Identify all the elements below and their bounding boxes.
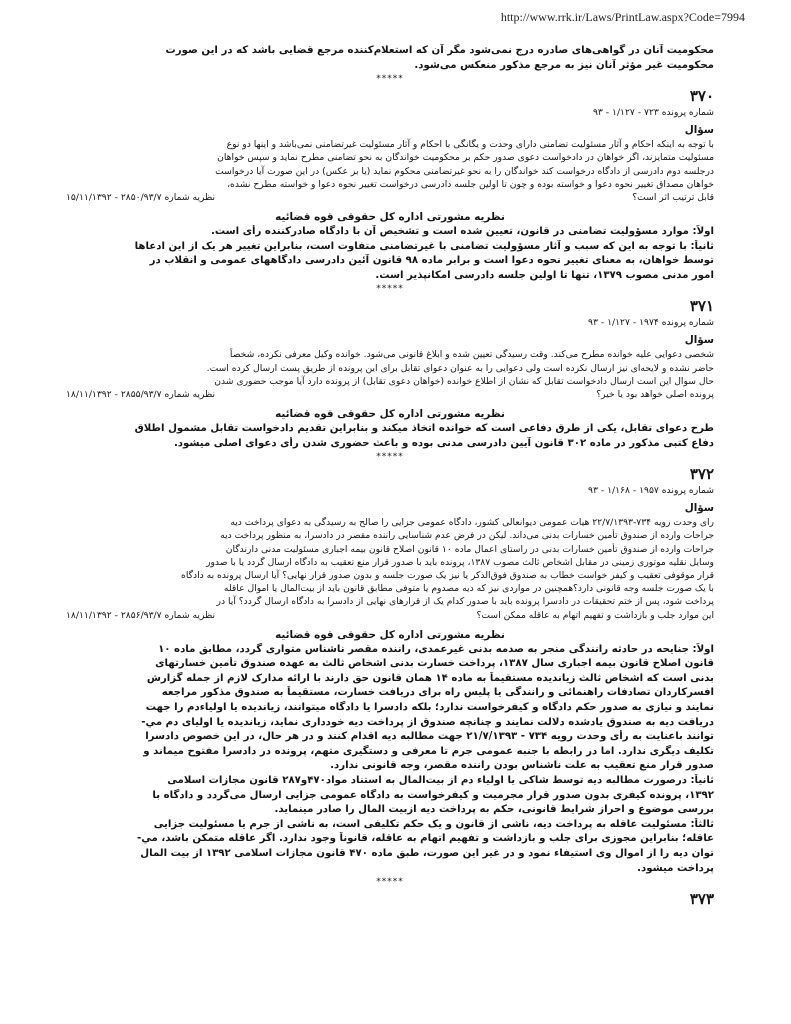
question-line: جراحات وارده از صندوق تأمین خسارات بدنی در راستای اعمال ماده ۱۰ قانون اصلاح قانون بیمه اجباری مسئولیت مدنی دارندگان — [225, 543, 714, 555]
question-line: با یک صورت جلسه وجه قانونی دارد؟همچنین در مواردی نیز که دیه مصدوم یا متوفی مطابق قانون باید از بیت‌المال یا اموال عاقله — [223, 583, 714, 595]
question-heading: سؤال — [684, 124, 714, 137]
answer-line: اولاً: جنایحه در حادثه رانندگی منجر به صدمه بدنی غیرعمدی، راننده مقصر ناشناس متواری گردد، مطابق ماده ۱۰ — [158, 643, 714, 655]
question-heading: سؤال — [684, 502, 714, 515]
file-row — [66, 106, 714, 119]
question-line: جراحات وارده از صندوق تأمین خسارات بدنی می‌داند. لیکن در فرض عدم شناسایی راننده مقصر در دادسرا، به منظور پرداخت دیه — [220, 530, 714, 542]
question-line: حاضر نشده و لایحه‌ای نیز ارسال نکرده است ولی دعوایی را به عنوان دعوای تقابل برای این پرونده از طریق پست ارسال کرده است. — [206, 362, 714, 374]
opinion-ref: نظریه شماره ۲۸۵۶/۹۳/۷ - ۱۸/۱۱/۱۳۹۲ — [66, 609, 216, 621]
question-last-row — [66, 191, 714, 204]
answer-line: پرداخت میشود. — [637, 862, 714, 874]
opinion-number: ۳۷۰ — [689, 89, 714, 106]
opinion-370 — [66, 88, 714, 294]
answer-line: توسط خواهان، به معنای تغییر نحوه دعوا است و برابر ماده ۹۸ قانون آئین دادرسی دادگاههای عمومی و انقلاب در — [149, 255, 714, 267]
next-opinion-number: ۳۷۳ — [689, 892, 714, 909]
question-heading: سؤال — [684, 334, 714, 347]
answer-line: ثالثاً: مسئولیت عاقله به پرداخت دیه، ناشی از قانون و یک حکم تکلیفی است، به ناشی از جرم یا مسئولیت جزایی — [153, 818, 714, 830]
question-line: مسئولیت متمایزند، اگر خواهان در دادخواست دعوی صدور حکم بر محکومیت خواندگان به نحو تضامنی مطرح نماید و سپس خواهان — [217, 152, 714, 164]
answer-line: نمایند و نیازی به صدور حکم دادگاه و کیفرخواست ندارد؛ بلکه دادسرا یا دادگاه میتوانند، زیاندیده یا اولیاءدم را جهت — [145, 701, 714, 713]
answer-line: دریافت دیه به صندوق یادشده دلالت نمایند و چنانچه صندوق از پرداخت دیه خودداری نماید، زیاندیده یا اولیای دم مي- — [141, 716, 714, 728]
separator: ***** — [376, 452, 404, 463]
opinion-ref: نظریه شماره ۲۸۵۵/۹۳/۷ - ۱۸/۱۱/۱۳۹۲ — [66, 388, 216, 400]
intro-block — [66, 44, 714, 84]
opinion-number: ۳۷۱ — [689, 299, 714, 316]
answer-line: دفاع کتبی مذکور در ماده ۳۰۲ قانون آیین دادرسی مدنی بوده و باعث حضوری شدن رأی دعوای اصلی میشود. — [173, 437, 714, 449]
question-line: با توجه به اینکه احکام و آثار مسئولیت تضامنی دارای وحدت و یگانگی با احکام و آثار مسئولیت غیرتضامنی نمی‌باشد و اینها دو نوع — [226, 139, 714, 151]
intro-line: محکومیت آنان در گواهی‌های صادره درج نمی‌شود مگر آن که استعلام‌کننده مرجع قضایی باشد که در این صورت — [165, 45, 714, 56]
file-row — [66, 316, 714, 329]
question-last-row — [66, 609, 714, 622]
question-line: شخصی دعوایی علیه خوانده مطرح می‌کند. وقت رسیدگی تعیین شده و ابلاغ قانونی می‌شود. خوانده وکیل معرفی نکرده، شخصاً — [229, 349, 714, 361]
separator: ***** — [376, 74, 404, 85]
separator: ***** — [376, 877, 404, 888]
answer-line: قانون اصلاح قانون بیمه اجباری سال ۱۳۸۷، پرداخت خسارت بدنی اشخاص ثالث به عهده صندوق تأمین خسارتهای — [155, 658, 714, 670]
file-number: شماره پرونده ۱۹۷۴ - ۱/۱۲۷ - ۹۳ — [588, 317, 714, 329]
question-line: خواهان مصداق تغییر نحوه دعوا و خواسته بوده و چون تا اولین جلسه دادرسی درخواست تغییر نحوه دعوا و خواسته مطرح نشده، — [227, 178, 714, 190]
answer-line: بدنی است که اشخاص ثالث زیاندیده مستقیماً به ماده ۱۴ همان قانون حق دارند با ارائه مدارک لازم از جمله گزارش — [146, 672, 714, 684]
opinion-ref: نظریه شماره ۲۸۵۰/۹۳/۷ - ۱۵/۱۱/۱۳۹۲ — [66, 192, 216, 203]
opinion-number: ۳۷۲ — [689, 467, 714, 484]
question-line: درجلسه دوم دادرسی از دادگاه درخواست کند خواندگان را به نحو غیرتضامنی محکوم نماید (یا بر عکس) در این صورت آیا درخواست — [215, 165, 714, 177]
question-line: قابل ترتیب اثر است؟ — [632, 192, 714, 203]
document-page — [66, 44, 714, 909]
intro-line: محکومیت غیر مؤثر آنان نیز به مرجع مذکور منعکس می‌شود. — [414, 59, 714, 71]
answer-line: توانند باعنایت به رأی وحدت رویه ۷۳۴ - ۲۱/۷/۱۳۹۳ جهت مطالبه دیه اقدام کنند و در هر حال، در این خصوص دادسرا — [145, 731, 714, 743]
question-line: حال سوال این است ارسال دادخواست تقابل که نشان از اطلاع خوانده (خواهان دعوی تقابل) از پرونده دارد آیا موجب حضوری شدن — [214, 375, 714, 387]
answer-line: طرح دعوای تقابل، یکی از طرق دفاعی است که خوانده اتخاذ میکند و بنابراین تقدیم دادخواست تقابل مشمول اطلاق — [134, 422, 714, 434]
answer-line: عاقله؛ بنابراین مجوزی برای جلب و بازداشت و تفهیم اتهام به عاقله، قانوناً وجود ندارد. اگر عاقله متمکن باشد، مي- — [137, 833, 714, 845]
answer-line: ثانیاً: با توجه به این که سبب و آثار مسؤولیت تضامنی با غیرتضامنی متفاوت است، بنابراین تغییر هر یک از این ادعاها — [134, 240, 714, 252]
answer-title: نظریه مشورتی اداره کل حقوقی قوه قضائیه — [275, 628, 505, 641]
question-line: پرونده اصلی خواهد بود یا خیر؟ — [596, 388, 714, 400]
opinion-371 — [66, 298, 714, 462]
print-url: http://www.rrk.ir/Laws/PrintLaw.aspx?Code=7994 — [500, 10, 745, 24]
separator: ***** — [376, 284, 404, 295]
answer-line: صدور قرار منع تعقیب به علت ناشناس بودن راننده مقصر، وجه قانونی ندارد. — [330, 760, 714, 772]
answer-title: نظریه مشورتی اداره کل حقوقی قوه قضائیه — [275, 211, 505, 223]
question-last-row — [66, 388, 714, 401]
answer-line: ۱۳۹۲، پرونده کیفری بدون صدور قرار مجرمیت و کیفرخواست به دادگاه عمومی جزایی ارسال می‌گردد و دادگاه با — [152, 789, 714, 801]
question-line: رای وحدت رویه ۷۳۴-۲۲/۷/۱۳۹۳ هیات عمومی دیوانعالی کشور، دادگاه عمومی جزایی را صالح به رسیدگی به دعوای پرداخت دیه — [230, 517, 714, 529]
answer-line: توان دیه را از اموال وی استیفاء نمود و در غیر این صورت، طبق ماده ۴۷۰ قانون مجازات اسلامی ۱۳۹۲ از بیت المال — [140, 847, 714, 859]
answer-line: تکلیف دیگری ندارد. اما در رابطه با جنبه عمومی جرم تا معرفی و دستگیری متهم، پرونده در دادسرا مفتوح میماند و — [143, 745, 714, 757]
question-line: وسایل نقلیه موتوری زمینی در مقابل اشخاص ثالث مصوب ۱۳۸۷، پرونده باید با صدور قرار منع تعقیب به دادگاه ارسال گردد یا با صدور — [206, 556, 714, 568]
question-line: قرار موقوفی تعقیب و کیفر خواست خطاب به صندوق فوق‌الذکر یا نیز یک صورت جلسه و بدون صدور قرار نهایی؟ آیا ارسال پرونده به دادگاه — [181, 569, 714, 581]
question-line: این موارد جلب و بازداشت و تفهیم اتهام به عاقله ممکن است؟ — [476, 609, 714, 621]
opinion-372 — [66, 466, 714, 887]
file-row — [66, 484, 714, 497]
file-number: شماره پرونده ۱۹۵۷ - ۱/۱۶۸ - ۹۳ — [588, 485, 714, 497]
question-line: پرداخت شود، پس از ختم تحقیقات در دادسرا پرونده باید با صدور کدام یک از قرارهای نهایی از دادسرا به دادگاه ارسال گردد؟ آیا در — [216, 596, 714, 608]
answer-title: نظریه مشورتی اداره کل حقوقی قوه قضائیه — [275, 407, 505, 420]
file-number: شماره پرونده ۷۲۳ - ۱/۱۲۷ - ۹۳ — [592, 107, 714, 119]
answer-line: ثانیاً: درصورت مطالبه دیه توسط شاکی یا اولیاء دم از بیت‌المال به استناد مواد۴۷۰و۲۸۷ قانون مجازات اسلامی — [167, 774, 714, 786]
answer-line: اولاً: موارد مسؤولیت تضامنی در قانون، تعیین شده است و تشخیص آن با دادگاه صادرکننده رأی است. — [210, 226, 714, 237]
answer-line: افسرکاردان تصادفات راهنمائی و رانندگی یا پلیس راه برای دریافت خسارت، مستقیماً به صندوق مذکور مراجعه — [161, 687, 714, 699]
answer-line: امور مدنی مصوب ۱۳۷۹، تنها تا اولین جلسه دادرسی امکانپذیر است. — [375, 269, 714, 281]
answer-line: بررسی موضوع و احراز شرایط قانونی، حکم به پرداخت دیه ازبیت المال را صادر مینماید. — [274, 804, 714, 816]
